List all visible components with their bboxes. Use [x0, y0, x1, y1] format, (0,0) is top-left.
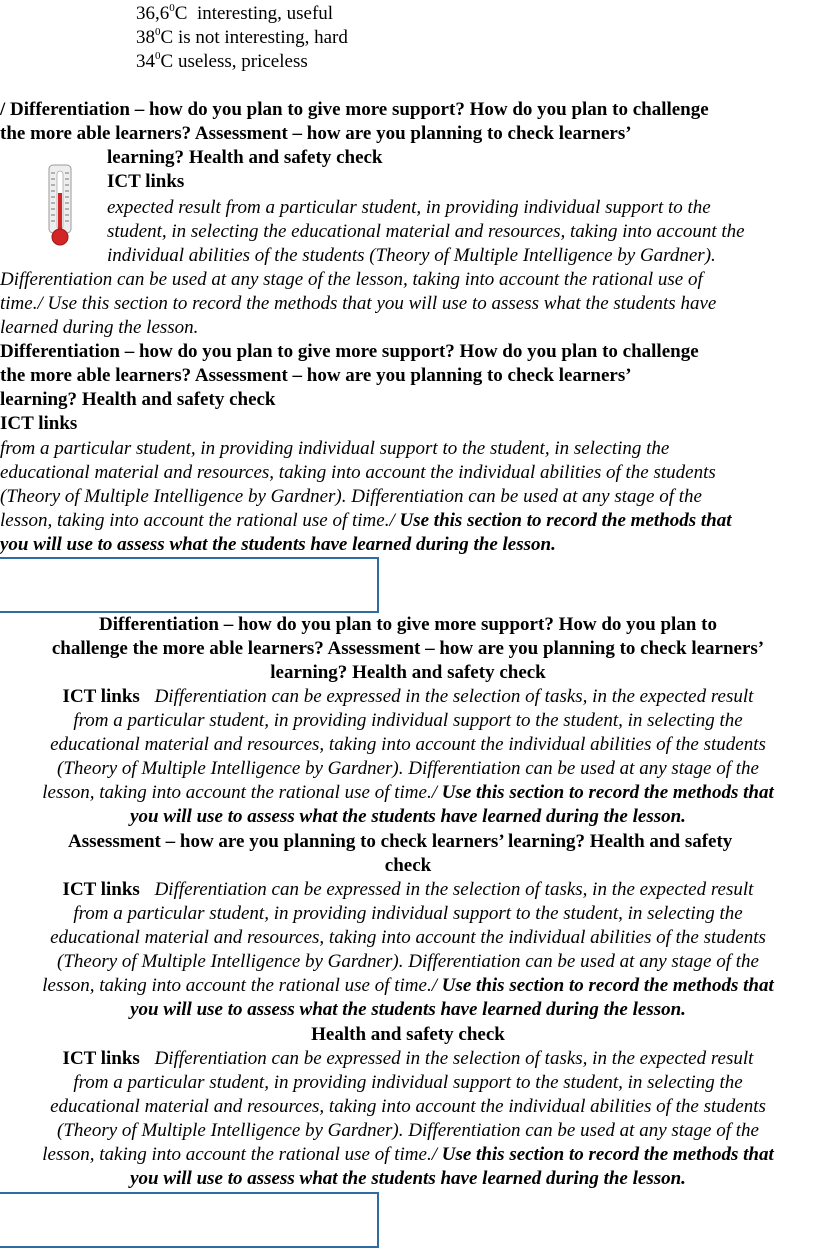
temp-value: 34 — [136, 51, 155, 72]
text: Differentiation can be expressed in the selection of tasks, in the expected result — [149, 686, 754, 707]
section2-line-4 — [0, 412, 87, 436]
assessment-check: check — [384, 855, 432, 876]
section2-line-1 — [0, 340, 699, 364]
glyph-slash: / — [431, 975, 437, 996]
para-a-line-1 — [0, 685, 816, 709]
ict-links-text: ICT links — [0, 413, 78, 434]
text: learning? — [270, 662, 348, 683]
text: time. — [0, 293, 38, 314]
text: Use this section to record the methods that — [394, 510, 732, 531]
glyph-slash: / — [0, 99, 6, 120]
assessment-question: Assessment – how are you planning to check learners’ — [191, 123, 632, 144]
temp-value: 36,6 — [136, 3, 170, 24]
text: lesson, taking into account the rational use of time. — [42, 975, 432, 996]
ict-links-text: ICT links — [107, 171, 185, 192]
block1-line-1: expected result from a particular student, in providing individual support to the — [107, 197, 711, 218]
text: Differentiation can be expressed in the selection of tasks, in the expected result — [149, 879, 754, 900]
block2-line-3: (Theory of Multiple Intelligence by Gardner). Differentiation can be used at any stage of the — [0, 486, 702, 507]
temp-desc: interesting, useful — [187, 3, 334, 24]
text: Differentiation can be expressed in the selection of tasks, in the expected result — [149, 1048, 754, 1069]
learning-text: learning? — [107, 147, 185, 168]
para-c-line-5 — [0, 1143, 816, 1167]
text-box-frame — [0, 557, 379, 613]
temp-desc: is not interesting, hard — [173, 27, 348, 48]
para-a-line-3: educational material and resources, taking into account the individual abilities of the students — [50, 734, 766, 755]
para-a-line-2: from a particular student, in providing individual support to the student, in selecting the — [73, 710, 743, 731]
temp-unit: C — [174, 3, 188, 24]
health-safety-text: Health and safety check — [184, 147, 383, 168]
temp-degree: 0 — [155, 26, 161, 38]
temp-line-3 — [136, 50, 308, 74]
able-learners-text: the more able learners? — [0, 123, 192, 144]
text: lesson, taking into account the rational use of time. — [0, 510, 390, 531]
block2-line-2: educational material and resources, taking into account the individual abilities of the students — [0, 462, 716, 483]
block2-line-4 — [0, 509, 732, 533]
health-heading: Health and safety check — [311, 1024, 505, 1045]
assessment-question: Assessment – how are you planning to check learners’ — [191, 365, 632, 386]
health-safety-text: Health and safety check — [77, 389, 276, 410]
section2-line-2 — [0, 364, 632, 388]
able-learners-text: the more able learners? — [0, 365, 192, 386]
text: Use this section to record the methods that — [437, 975, 774, 996]
temp-desc: useless, priceless — [173, 51, 308, 72]
text: Health and safety — [585, 831, 733, 852]
section1-line-2 — [0, 122, 632, 146]
para-a-line-4: (Theory of Multiple Intelligence by Gardner). Differentiation can be used at any stage of the — [57, 758, 759, 779]
block1-line-5 — [0, 292, 716, 316]
text-box-frame — [0, 1192, 379, 1248]
text: Use this section to record the methods that — [437, 782, 774, 803]
thermometer-icon — [46, 163, 74, 247]
temp-degree: 0 — [169, 2, 175, 14]
text: Health and safety check — [347, 662, 546, 683]
text: lesson, taking into account the rational use of time. — [42, 1144, 432, 1165]
centered-learning-line — [0, 661, 816, 685]
temp-line-2 — [136, 26, 348, 50]
text: Use this section to record the methods that you will use to assess what the students have — [42, 293, 717, 314]
section1-line-3 — [107, 146, 383, 170]
glyph-slash: / — [37, 293, 43, 314]
block2-line-5: you will use to assess what the students have learned during the lesson. — [0, 534, 556, 555]
para-a-line-6: you will use to assess what the students have learned during the lesson. — [130, 806, 686, 827]
para-c-line-6: you will use to assess what the students have learned during the lesson. — [130, 1168, 686, 1189]
ict-links-text: ICT links — [62, 879, 140, 900]
section1-line-1 — [0, 98, 709, 122]
assessment-heading — [68, 830, 732, 854]
para-c-line-2: from a particular student, in providing individual support to the student, in selecting the — [73, 1072, 743, 1093]
temp-degree: 0 — [155, 50, 161, 62]
para-c-line-4: (Theory of Multiple Intelligence by Gardner). Differentiation can be used at any stage of the — [57, 1120, 759, 1141]
text: Assessment – how are you planning to check learners’ — [323, 638, 765, 659]
centered-challenge-line — [0, 637, 816, 661]
centered-diff-line: Differentiation – how do you plan to give more support? How do you plan to — [99, 614, 717, 635]
text: challenge the more able learners? — [51, 638, 324, 659]
text: Use this section to record the methods that — [437, 1144, 774, 1165]
block1-line-6: learned during the lesson. — [0, 317, 199, 338]
para-b-line-5 — [0, 974, 816, 998]
para-c-line-3: educational material and resources, taking into account the individual abilities of the students — [50, 1096, 766, 1117]
temp-line-1 — [136, 2, 333, 26]
para-a-line-5 — [0, 781, 816, 805]
para-c-line-1 — [0, 1047, 816, 1071]
text: Assessment – how are you planning to check learners’ learning? — [68, 831, 586, 852]
glyph-slash: / — [431, 782, 437, 803]
para-b-line-6: you will use to assess what the students have learned during the lesson. — [130, 999, 686, 1020]
temp-unit: C — [160, 27, 174, 48]
glyph-slash: / — [389, 510, 395, 531]
temp-unit: C — [160, 51, 174, 72]
block1-line-2: student, in selecting the educational material and resources, taking into account the — [107, 221, 745, 242]
section2-line-3 — [0, 388, 276, 412]
differentiation-question: Differentiation – how do you plan to give more support? How do you plan to challenge — [0, 341, 699, 362]
block2-line-1: from a particular student, in providing individual support to the student, in selecting the — [0, 438, 670, 459]
glyph-slash: / — [431, 1144, 437, 1165]
section1-line-4 — [107, 170, 194, 194]
differentiation-question: Differentiation – how do you plan to give more support? How do you plan to challenge — [10, 99, 709, 120]
text: lesson, taking into account the rational use of time. — [42, 782, 432, 803]
ict-links-text: ICT links — [62, 686, 140, 707]
para-b-line-3: educational material and resources, taking into account the individual abilities of the students — [50, 927, 766, 948]
para-b-line-4: (Theory of Multiple Intelligence by Gardner). Differentiation can be used at any stage of the — [57, 951, 759, 972]
temp-value: 38 — [136, 27, 155, 48]
learning-text: learning? — [0, 389, 78, 410]
para-b-line-2: from a particular student, in providing individual support to the student, in selecting the — [73, 903, 743, 924]
block1-line-3: individual abilities of the students (Theory of Multiple Intelligence by Gardner). — [107, 245, 716, 266]
block1-line-4: Differentiation can be used at any stage of the lesson, taking into account the rational use of — [0, 269, 703, 290]
para-b-line-1 — [0, 878, 816, 902]
ict-links-text: ICT links — [62, 1048, 140, 1069]
